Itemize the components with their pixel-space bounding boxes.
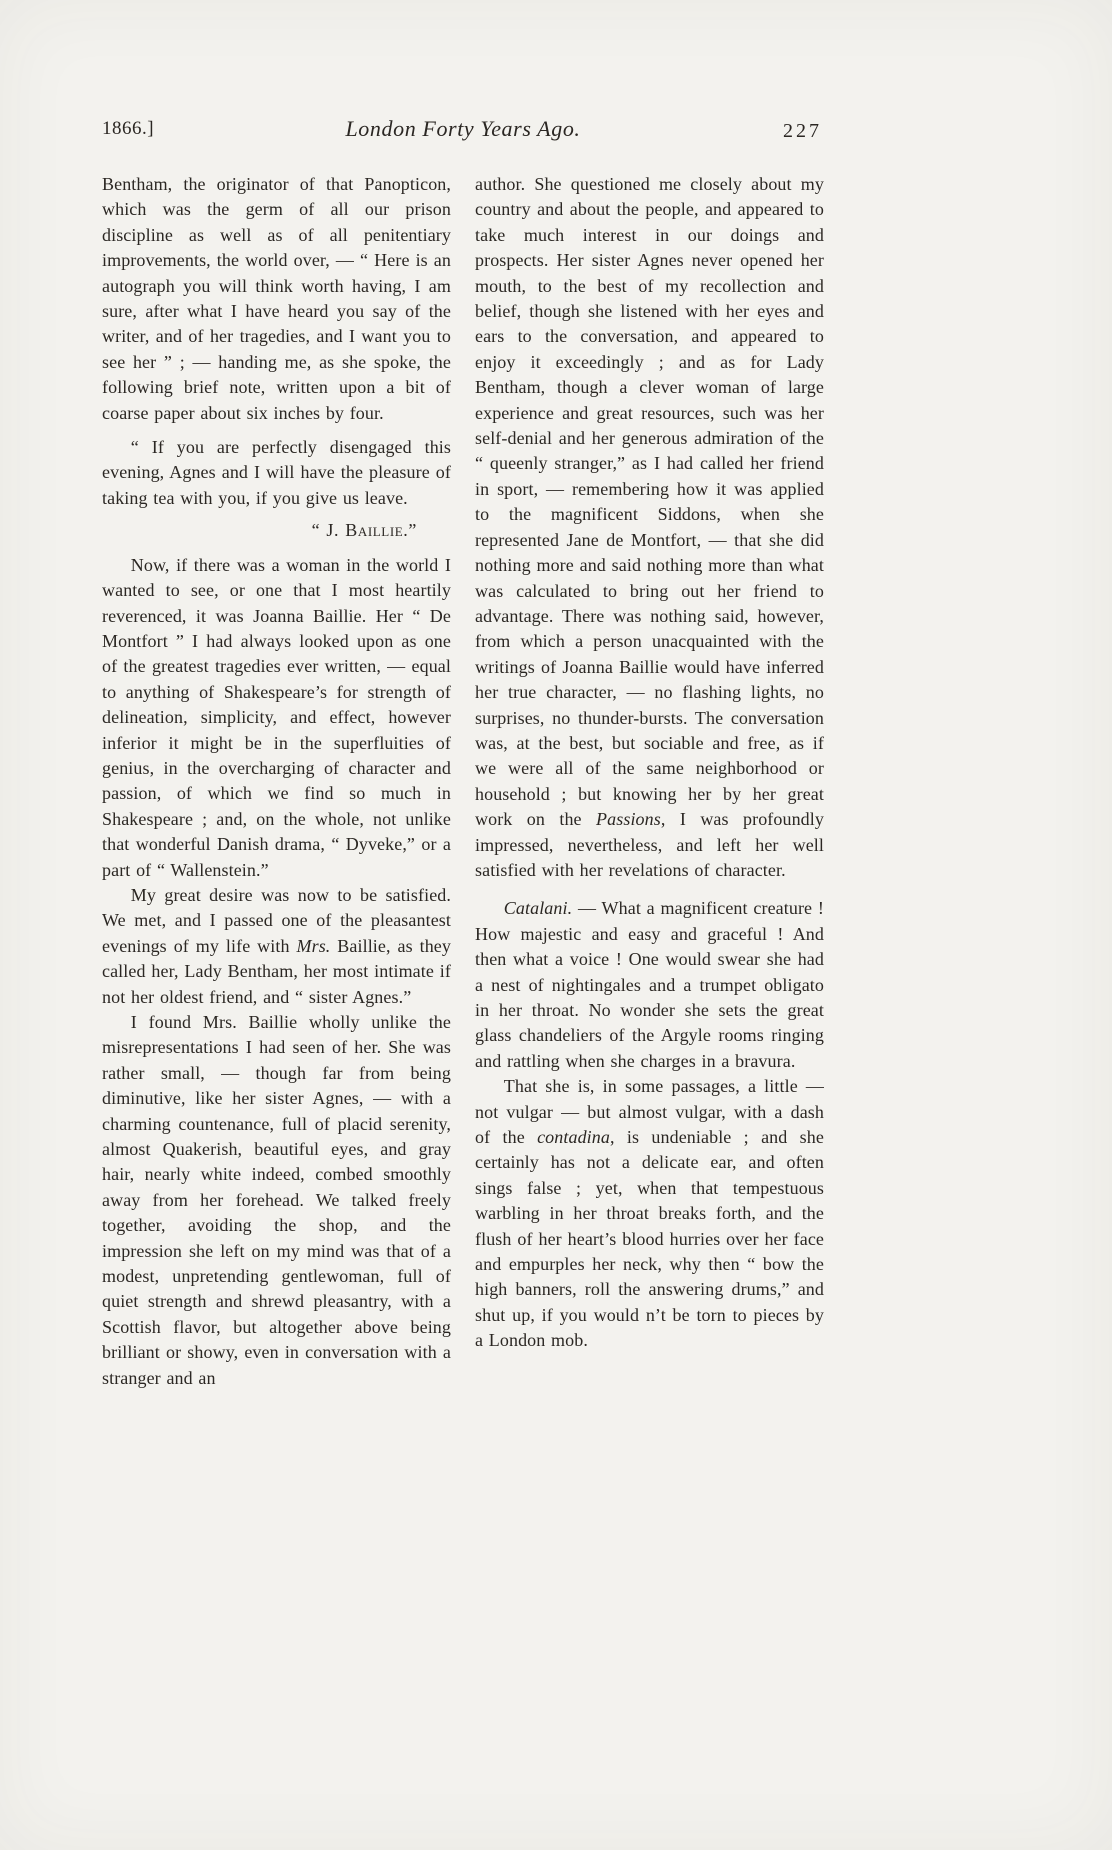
page-content	[102, 116, 824, 1391]
text-columns	[102, 172, 824, 1391]
text-segment: Passions	[596, 809, 661, 830]
text-segment: I found Mrs. Baillie wholly unlike the misrepresentations I had seen of her. She was rather small, — though far from being diminutive, like her sister Agnes, — with a charming countenance, full of placid serenity, almost Quakerish, beautiful eyes, and gray hair, nearly white indeed, combed smoothly away from her forehead. We talked freely together, avoiding the shop, and the impression she left on my mind was that of a modest, unpretending gentlewoman, full of quiet strength and shrewd pleasantry, with a Scottish flavor, but altogether above being brilliant or showy, even in conversation with a stranger and an	[102, 1012, 451, 1388]
page-header	[102, 116, 824, 146]
text-segment: My great desire was now to be satisfied. We met, and I passed one of the pleasantest evenings of my life with	[102, 884, 451, 956]
paragraph	[102, 518, 451, 543]
text-segment: Mrs.	[296, 935, 331, 956]
paragraph	[102, 1010, 451, 1391]
running-title: London Forty Years Ago.	[345, 116, 581, 141]
page-number: 227	[783, 120, 822, 142]
text-segment: , I was profoundly impressed, nevertheless, and left her well satisfied with her revelations of character.	[475, 809, 824, 880]
text-segment: Baillie, as they called her, Lady Bentham, her most intimate if not her oldest friend, and “ sister Agnes.”	[102, 935, 451, 1007]
right-column	[475, 172, 824, 1391]
paragraph	[475, 1074, 824, 1353]
text-segment: — What a magnificent creature ! How majestic and easy and graceful ! And then what a voice ! One would swear she had a nest of nightingales and a trumpet obligato in her throat. No wonder she sets the great glass chandeliers of the Argyle rooms ringing and rattling when she charges in a bravura.	[475, 898, 824, 1071]
text-segment: contadina	[537, 1127, 610, 1148]
text-segment: Bentham, the originator of that Panopticon, which was the germ of all our prison discipline as well as of all penitentiary improvements, the world over, — “ Here is an autograph you will think worth having, I am sure, after what I have heard you say of the writer, and of her tragedies, and I want you to see her ” ; — handing me, as she spoke, the following brief note, written upon a bit of coarse paper about six inches by four.	[102, 174, 451, 423]
text-segment: Catalani.	[503, 898, 573, 919]
text-segment: author. She questioned me closely about my country and about the people, and appeared to take much interest in our doings and prospects. Her sister Agnes never opened her mouth, to the best of my recollection and belief, though she listened with her eyes and ears to the conversation, and appeared to enjoy it exceedingly ; and as for Lady Bentham, though a clever woman of large experience and great resources, such was her self-denial and her generous admiration of the “ queenly stranger,” as I had called her friend in sport, — remembering how it was applied to the magnificent Siddons, when she represented Jane de Montfort, — that she did nothing more and said nothing more than what was calculated to bring out her friend to advantage. There was nothing said, however, from which a person unacquainted with the writings of Joanna Baillie would have inferred her true character, — no flashing lights, no surprises, no thunder-bursts. The conversation was, at the best, but sociable and free, as if we were all of the same neighborhood or household ; but knowing her by her great work on the	[475, 174, 824, 830]
paragraph	[102, 553, 451, 883]
text-segment: That she is, in some passages, a little — not vulgar — but almost vulgar, with a dash of the	[475, 1076, 824, 1148]
paragraph	[102, 883, 451, 1010]
paragraph	[102, 435, 451, 511]
text-segment: “ If you are perfectly disengaged this evening, Agnes and I will have the pleasure of taking tea with you, if you give us leave.	[102, 437, 451, 508]
left-column	[102, 172, 451, 1391]
paragraph	[475, 172, 824, 883]
text-segment: “ J. Baillie.”	[311, 520, 417, 541]
paragraph	[475, 896, 824, 1074]
text-segment: , is undeniable ; and she certainly has not a delicate ear, and often sings false ; yet, when that tempestuous warbling in her throat breaks forth, and the flush of her heart’s blood hurries over her face and empurples her neck, why then “ bow the high banners, roll the answering drums,” and shut up, if you would n’t be torn to pieces by a London mob.	[475, 1127, 824, 1351]
paragraph	[102, 172, 451, 426]
header-year-label: 1866.]	[102, 118, 155, 139]
text-segment: Now, if there was a woman in the world I wanted to see, or one that I most heartily reverenced, it was Joanna Baillie. Her “ De Montfort ” I had always looked upon as one of the greatest tragedies ever written, — equal to anything of Shakespeare’s for strength of delineation, simplicity, and effect, however inferior it might be in the superfluities of genius, in the overcharging of character and passion, of which we find so much in Shakespeare ; and, on the whole, not unlike that wonderful Danish drama, “ Dyveke,” or a part of “ Wallenstein.”	[102, 554, 451, 880]
